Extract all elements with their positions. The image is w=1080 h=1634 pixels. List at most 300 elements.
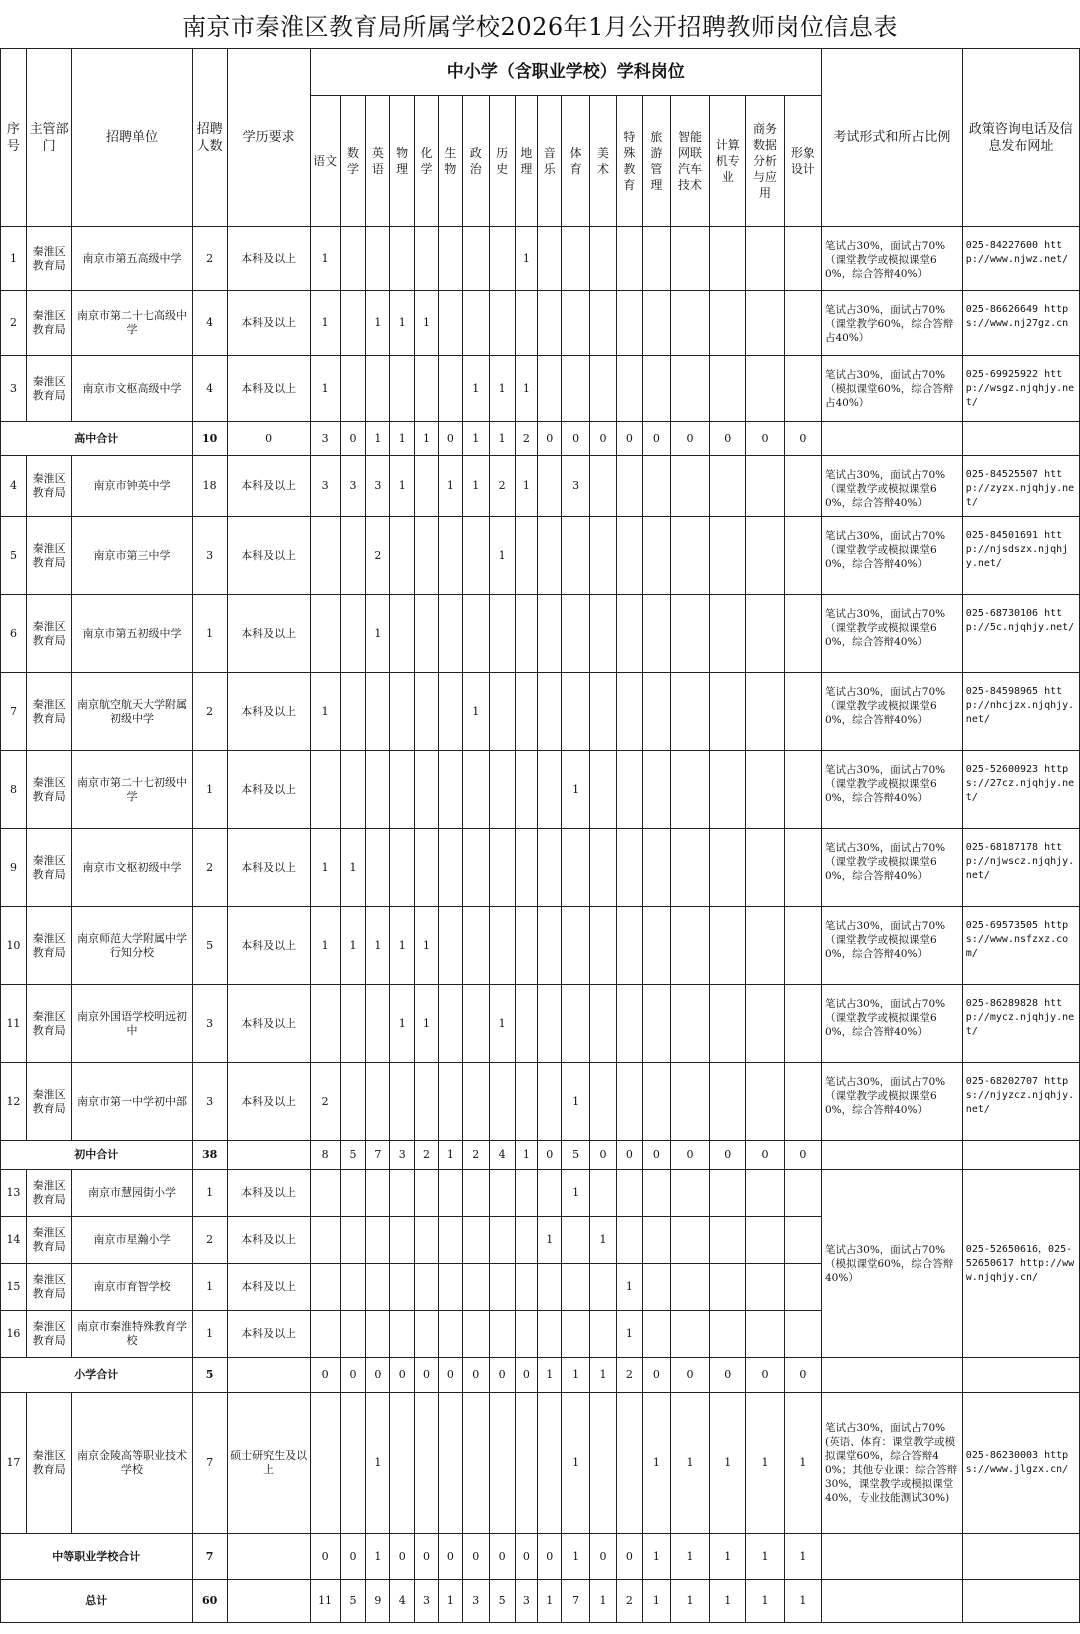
subtotal-subject-cell: 0 — [310, 1358, 340, 1393]
subject-count-cell — [642, 595, 670, 673]
header-subject: 数学 — [340, 96, 366, 227]
subject-count-cell: 1 — [746, 1393, 784, 1534]
subtotal-subject-cell: 0 — [538, 1141, 562, 1170]
table-row — [1, 227, 1080, 291]
subtotal-subject-cell: 0 — [746, 1141, 784, 1170]
subject-count-cell — [562, 517, 590, 595]
subject-count-cell — [784, 829, 821, 907]
subtotal-subject-cell: 2 — [415, 1141, 439, 1170]
seq-cell: 1 — [1, 227, 27, 291]
subtotal-subject-cell: 0 — [746, 422, 784, 456]
subject-count-cell: 1 — [340, 907, 366, 985]
subject-count-cell — [562, 291, 590, 356]
subtotal-subject-cell: 2 — [616, 1580, 642, 1623]
subject-count-cell — [515, 291, 538, 356]
subject-count-cell — [562, 985, 590, 1063]
subtotal-contact-blank — [962, 1580, 1079, 1623]
subject-count-cell — [462, 907, 489, 985]
subtotal-subject-cell: 0 — [390, 1358, 415, 1393]
subject-count-cell — [515, 985, 538, 1063]
subject-count-cell — [642, 227, 670, 291]
subject-count-cell: 1 — [366, 1393, 390, 1534]
table-row — [1, 1063, 1080, 1141]
subject-count-cell — [590, 227, 617, 291]
subtotal-subject-cell: 0 — [438, 1358, 462, 1393]
edu-cell: 本科及以上 — [227, 227, 310, 291]
subject-count-cell — [462, 517, 489, 595]
unit-cell: 南京市文枢初级中学 — [72, 829, 192, 907]
subject-count-cell — [415, 227, 439, 291]
table-row — [1, 829, 1080, 907]
subject-count-cell: 1 — [415, 907, 439, 985]
subject-count-cell — [710, 595, 746, 673]
exam-cell: 笔试占30%，面试占70%（模拟课堂60%，综合答辩40%） — [821, 1170, 962, 1358]
count-cell: 1 — [192, 1170, 227, 1217]
subject-count-cell — [310, 1217, 340, 1264]
exam-cell: 笔试占30%，面试占70%（课堂教学或模拟课堂60%，综合答辩40%） — [821, 829, 962, 907]
subject-count-cell — [642, 517, 670, 595]
table-row — [1, 456, 1080, 517]
subject-count-cell — [746, 907, 784, 985]
edu-cell: 硕士研究生及以上 — [227, 1393, 310, 1534]
contact-cell: 025-68730106 http://5c.njqhjy.net/ — [962, 595, 1079, 673]
exam-cell: 笔试占30%，面试占70%（课堂教学或模拟课堂60%，综合答辩40%） — [821, 1063, 962, 1141]
table-row — [1, 673, 1080, 751]
subject-count-cell — [515, 1217, 538, 1264]
dept-cell: 秦淮区教育局 — [26, 1311, 72, 1358]
subject-count-cell — [538, 1264, 562, 1311]
subject-count-cell: 1 — [390, 907, 415, 985]
dept-cell: 秦淮区教育局 — [26, 1393, 72, 1534]
subtotal-subject-cell: 1 — [784, 1534, 821, 1580]
seq-cell: 12 — [1, 1063, 27, 1141]
subject-count-cell — [438, 227, 462, 291]
seq-cell: 8 — [1, 751, 27, 829]
subtotal-subject-cell: 0 — [590, 422, 617, 456]
table-row — [1, 907, 1080, 985]
subject-count-cell — [366, 673, 390, 751]
subject-count-cell: 1 — [415, 291, 439, 356]
edu-cell: 本科及以上 — [227, 595, 310, 673]
subtotal-subject-cell: 1 — [670, 1580, 709, 1623]
exam-cell: 笔试占30%，面试占70%（课堂教学或模拟课堂60%，综合答辩40%） — [821, 985, 962, 1063]
subject-count-cell — [538, 751, 562, 829]
table-row — [1, 985, 1080, 1063]
header-subject: 美术 — [590, 96, 617, 227]
subject-count-cell — [515, 1311, 538, 1358]
subtotal-subject-cell: 1 — [670, 1534, 709, 1580]
subject-count-cell — [538, 1393, 562, 1534]
subject-count-cell — [515, 1264, 538, 1311]
exam-cell: 笔试占30%，面试占70%（课堂教学或模拟课堂60%，综合答辩40%） — [821, 227, 962, 291]
unit-cell: 南京市慧园街小学 — [72, 1170, 192, 1217]
subject-count-cell — [616, 907, 642, 985]
subject-count-cell — [616, 751, 642, 829]
unit-cell: 南京市星瀚小学 — [72, 1217, 192, 1264]
contact-cell: 025-84501691 http://njsdszx.njqhjy.net/ — [962, 517, 1079, 595]
subtotal-subject-cell: 1 — [415, 422, 439, 456]
subject-count-cell — [710, 1311, 746, 1358]
subtotal-subject-cell: 0 — [489, 1534, 515, 1580]
subject-count-cell: 1 — [710, 1393, 746, 1534]
subject-count-cell — [710, 291, 746, 356]
subject-count-cell — [415, 595, 439, 673]
subject-count-cell — [390, 1264, 415, 1311]
subject-count-cell — [616, 595, 642, 673]
subject-count-cell — [489, 1264, 515, 1311]
subtotal-subject-cell: 1 — [438, 1580, 462, 1623]
subject-count-cell — [366, 829, 390, 907]
subtotal-row — [1, 1358, 1080, 1393]
subtotal-subject-cell: 1 — [710, 1534, 746, 1580]
seq-cell: 17 — [1, 1393, 27, 1534]
subject-count-cell — [746, 1264, 784, 1311]
subject-count-cell — [515, 595, 538, 673]
subject-count-cell — [642, 291, 670, 356]
subject-count-cell — [366, 751, 390, 829]
subtotal-subject-cell: 7 — [562, 1580, 590, 1623]
subject-count-cell: 1 — [489, 985, 515, 1063]
subject-count-cell — [562, 673, 590, 751]
header-subject: 生物 — [438, 96, 462, 227]
subject-count-cell — [746, 595, 784, 673]
subtotal-subject-cell: 3 — [310, 422, 340, 456]
table-row — [1, 356, 1080, 422]
count-cell: 4 — [192, 291, 227, 356]
subject-count-cell — [538, 291, 562, 356]
subject-count-cell: 3 — [310, 456, 340, 517]
subject-count-cell: 1 — [340, 829, 366, 907]
subject-count-cell — [538, 1170, 562, 1217]
header-subject: 化学 — [415, 96, 439, 227]
subtotal-subject-cell: 1 — [538, 1358, 562, 1393]
unit-cell: 南京市第二十七高级中学 — [72, 291, 192, 356]
subject-count-cell — [462, 1217, 489, 1264]
subject-count-cell — [784, 907, 821, 985]
subject-count-cell — [366, 1311, 390, 1358]
subject-count-cell: 1 — [310, 291, 340, 356]
subtotal-subject-cell: 0 — [438, 422, 462, 456]
subject-count-cell — [438, 595, 462, 673]
seq-cell: 14 — [1, 1217, 27, 1264]
count-cell: 2 — [192, 673, 227, 751]
subject-count-cell — [390, 1393, 415, 1534]
subject-count-cell — [390, 595, 415, 673]
subject-count-cell: 2 — [366, 517, 390, 595]
subtotal-subject-cell: 4 — [489, 1141, 515, 1170]
subject-count-cell: 1 — [489, 517, 515, 595]
seq-cell: 7 — [1, 673, 27, 751]
subject-count-cell — [489, 1393, 515, 1534]
contact-cell: 025-69573505 https://www.nsfzxz.com/ — [962, 907, 1079, 985]
subject-count-cell — [746, 1217, 784, 1264]
subtotal-subject-cell: 1 — [489, 422, 515, 456]
exam-cell: 笔试占30%，面试占70%（课堂教学或模拟课堂60%，综合答辩40%） — [821, 517, 962, 595]
subject-count-cell — [746, 517, 784, 595]
subject-count-cell — [670, 1264, 709, 1311]
dept-cell: 秦淮区教育局 — [26, 356, 72, 422]
subject-count-cell — [710, 673, 746, 751]
subject-count-cell — [746, 673, 784, 751]
subject-count-cell — [438, 985, 462, 1063]
subject-count-cell — [462, 227, 489, 291]
exam-cell: 笔试占30%，面试占70%（课堂教学或模拟课堂60%，综合答辩40%） — [821, 456, 962, 517]
count-cell: 1 — [192, 1264, 227, 1311]
subject-count-cell — [590, 673, 617, 751]
subject-count-cell — [710, 1217, 746, 1264]
subject-count-cell — [366, 1063, 390, 1141]
edu-cell: 本科及以上 — [227, 1311, 310, 1358]
header-subject: 智能网联汽车技术 — [670, 96, 709, 227]
edu-cell: 本科及以上 — [227, 291, 310, 356]
subtotal-subject-cell: 1 — [366, 1534, 390, 1580]
subject-count-cell — [415, 356, 439, 422]
subject-count-cell — [616, 517, 642, 595]
subject-count-cell — [642, 356, 670, 422]
subject-count-cell — [462, 1311, 489, 1358]
contact-cell: 025-86626649 https://www.nj27gz.cn — [962, 291, 1079, 356]
subtotal-subject-cell: 0 — [784, 1358, 821, 1393]
unit-cell: 南京市第二十七初级中学 — [72, 751, 192, 829]
subject-count-cell — [590, 517, 617, 595]
subject-count-cell — [590, 1264, 617, 1311]
subject-count-cell — [616, 1217, 642, 1264]
subject-count-cell — [489, 829, 515, 907]
subtotal-subject-cell: 1 — [538, 1580, 562, 1623]
subject-count-cell — [670, 291, 709, 356]
edu-cell: 本科及以上 — [227, 751, 310, 829]
subject-count-cell — [642, 985, 670, 1063]
subject-count-cell — [415, 1063, 439, 1141]
subtotal-contact-blank — [962, 1358, 1079, 1393]
dept-cell: 秦淮区教育局 — [26, 595, 72, 673]
exam-cell: 笔试占30%，面试占70%（课堂教学或模拟课堂60%，综合答辩40%） — [821, 673, 962, 751]
subject-count-cell: 1 — [366, 291, 390, 356]
count-cell: 2 — [192, 829, 227, 907]
subject-count-cell — [438, 1170, 462, 1217]
subject-count-cell — [390, 1217, 415, 1264]
subject-count-cell — [462, 829, 489, 907]
seq-cell: 9 — [1, 829, 27, 907]
subject-count-cell — [415, 673, 439, 751]
subject-count-cell — [438, 1217, 462, 1264]
subject-count-cell — [784, 1170, 821, 1217]
subtotal-count: 60 — [192, 1580, 227, 1623]
table-row — [1, 1393, 1080, 1534]
seq-cell: 13 — [1, 1170, 27, 1217]
subject-count-cell: 1 — [310, 907, 340, 985]
count-cell: 3 — [192, 1063, 227, 1141]
subtotal-subject-cell: 1 — [562, 1358, 590, 1393]
subtotal-subject-cell: 8 — [310, 1141, 340, 1170]
subtotal-subject-cell: 0 — [710, 422, 746, 456]
contact-cell: 025-84227600 http://www.njwz.net/ — [962, 227, 1079, 291]
table-row — [1, 291, 1080, 356]
subject-count-cell — [390, 1063, 415, 1141]
subject-count-cell — [616, 985, 642, 1063]
subject-count-cell — [670, 356, 709, 422]
subtotal-subject-cell: 5 — [340, 1141, 366, 1170]
subtotal-subject-cell: 0 — [489, 1358, 515, 1393]
dept-cell: 秦淮区教育局 — [26, 456, 72, 517]
subject-count-cell — [415, 517, 439, 595]
subtotal-edu — [227, 1358, 310, 1393]
subtotal-exam-blank — [821, 1141, 962, 1170]
subject-count-cell — [366, 1264, 390, 1311]
dept-cell: 秦淮区教育局 — [26, 829, 72, 907]
subject-count-cell: 1 — [366, 907, 390, 985]
subtotal-subject-cell: 0 — [746, 1358, 784, 1393]
subject-count-cell — [562, 907, 590, 985]
subject-count-cell — [784, 456, 821, 517]
subject-count-cell — [438, 356, 462, 422]
edu-cell: 本科及以上 — [227, 1063, 310, 1141]
subject-count-cell — [340, 356, 366, 422]
subject-count-cell — [784, 1217, 821, 1264]
header-subject: 物理 — [390, 96, 415, 227]
subject-count-cell: 1 — [562, 1393, 590, 1534]
header-subject: 语文 — [310, 96, 340, 227]
seq-cell: 15 — [1, 1264, 27, 1311]
subtotal-subject-cell: 0 — [438, 1534, 462, 1580]
edu-cell: 本科及以上 — [227, 517, 310, 595]
subtotal-subject-cell: 0 — [462, 1534, 489, 1580]
subtotal-edu — [227, 1141, 310, 1170]
subject-count-cell — [515, 907, 538, 985]
subject-count-cell — [538, 829, 562, 907]
subject-count-cell — [415, 1170, 439, 1217]
subtotal-subject-cell: 7 — [366, 1141, 390, 1170]
subject-count-cell — [746, 356, 784, 422]
subtotal-subject-cell: 0 — [562, 422, 590, 456]
seq-cell: 6 — [1, 595, 27, 673]
subject-count-cell — [515, 1063, 538, 1141]
subject-count-cell — [366, 1170, 390, 1217]
subtotal-subject-cell: 1 — [390, 422, 415, 456]
subtotal-subject-cell: 5 — [562, 1141, 590, 1170]
subject-count-cell — [590, 907, 617, 985]
subject-count-cell: 1 — [562, 751, 590, 829]
subject-count-cell — [616, 1063, 642, 1141]
subject-count-cell — [670, 673, 709, 751]
subject-count-cell — [710, 829, 746, 907]
edu-cell: 本科及以上 — [227, 456, 310, 517]
subject-count-cell — [710, 356, 746, 422]
header-subject: 历史 — [489, 96, 515, 227]
subject-count-cell — [710, 907, 746, 985]
exam-cell: 笔试占30%，面试占70%(英语、体育：课堂教学或模拟课堂60%，综合答辩40%；其他专业课：综合答辩30%，课堂教学或模拟课堂40%，专业技能测试30%) — [821, 1393, 962, 1534]
subtotal-count: 7 — [192, 1534, 227, 1580]
subject-count-cell: 1 — [310, 673, 340, 751]
subtotal-subject-cell: 3 — [415, 1580, 439, 1623]
subject-count-cell — [489, 1311, 515, 1358]
subject-count-cell: 1 — [438, 456, 462, 517]
dept-cell: 秦淮区教育局 — [26, 1264, 72, 1311]
subject-count-cell — [670, 456, 709, 517]
header-subject: 政治 — [462, 96, 489, 227]
subject-count-cell — [310, 1170, 340, 1217]
subject-count-cell — [515, 517, 538, 595]
subtotal-subject-cell: 0 — [784, 422, 821, 456]
edu-cell: 本科及以上 — [227, 1170, 310, 1217]
subject-count-cell — [489, 1170, 515, 1217]
subtotal-subject-cell: 3 — [515, 1580, 538, 1623]
table-row — [1, 1170, 1080, 1217]
subtotal-subject-cell: 1 — [366, 422, 390, 456]
subtotal-subject-cell: 0 — [515, 1534, 538, 1580]
count-cell: 2 — [192, 227, 227, 291]
unit-cell: 南京市第五初级中学 — [72, 595, 192, 673]
subtotal-subject-cell: 0 — [616, 1141, 642, 1170]
subject-count-cell — [438, 829, 462, 907]
subject-count-cell — [616, 356, 642, 422]
subject-count-cell: 1 — [562, 1063, 590, 1141]
subtotal-subject-cell: 0 — [340, 1534, 366, 1580]
subtotal-subject-cell: 1 — [746, 1534, 784, 1580]
dept-cell: 秦淮区教育局 — [26, 291, 72, 356]
subtotal-label: 总计 — [1, 1580, 193, 1623]
contact-cell: 025-68187178 http://njwscz.njqhjy.net/ — [962, 829, 1079, 907]
subject-count-cell — [590, 595, 617, 673]
subtotal-contact-blank — [962, 422, 1079, 456]
dept-cell: 秦淮区教育局 — [26, 673, 72, 751]
contact-cell: 025-52650616，025-52650617 http://www.njqhjy.cn/ — [962, 1170, 1079, 1358]
subject-count-cell — [515, 829, 538, 907]
subject-count-cell: 2 — [310, 1063, 340, 1141]
subject-count-cell: 1 — [310, 829, 340, 907]
subtotal-subject-cell: 0 — [642, 1358, 670, 1393]
subject-count-cell — [670, 985, 709, 1063]
subject-count-cell — [616, 227, 642, 291]
subject-count-cell — [538, 1311, 562, 1358]
subject-count-cell — [538, 673, 562, 751]
edu-cell: 本科及以上 — [227, 829, 310, 907]
subject-count-cell — [784, 1311, 821, 1358]
subject-count-cell: 1 — [616, 1264, 642, 1311]
subtotal-subject-cell: 9 — [366, 1580, 390, 1623]
subtotal-subject-cell: 5 — [489, 1580, 515, 1623]
subtotal-subject-cell: 3 — [462, 1580, 489, 1623]
header-dept: 主管部门 — [26, 49, 72, 227]
subject-count-cell — [390, 227, 415, 291]
subject-count-cell — [438, 907, 462, 985]
subject-count-cell: 1 — [616, 1311, 642, 1358]
seq-cell: 5 — [1, 517, 27, 595]
subject-count-cell — [415, 1217, 439, 1264]
subject-count-cell — [340, 595, 366, 673]
subject-count-cell: 1 — [310, 356, 340, 422]
contact-cell: 025-69925922 http://wsgz.njqhjy.net/ — [962, 356, 1079, 422]
subject-count-cell — [670, 1063, 709, 1141]
subtotal-row — [1, 422, 1080, 456]
header-unit: 招聘单位 — [72, 49, 192, 227]
subject-count-cell — [310, 1393, 340, 1534]
subtotal-subject-cell: 1 — [515, 1141, 538, 1170]
subject-count-cell — [390, 673, 415, 751]
subject-count-cell — [340, 1063, 366, 1141]
header-contact: 政策咨询电话及信息发布网址 — [962, 49, 1079, 227]
subject-count-cell: 1 — [784, 1393, 821, 1534]
subject-count-cell — [462, 1063, 489, 1141]
subject-count-cell — [710, 227, 746, 291]
subject-count-cell — [642, 1217, 670, 1264]
subtotal-edu — [227, 1534, 310, 1580]
subtotal-subject-cell: 2 — [616, 1358, 642, 1393]
subtotal-subject-cell: 0 — [415, 1358, 439, 1393]
subject-count-cell — [710, 1063, 746, 1141]
subject-count-cell — [746, 456, 784, 517]
dept-cell: 秦淮区教育局 — [26, 751, 72, 829]
